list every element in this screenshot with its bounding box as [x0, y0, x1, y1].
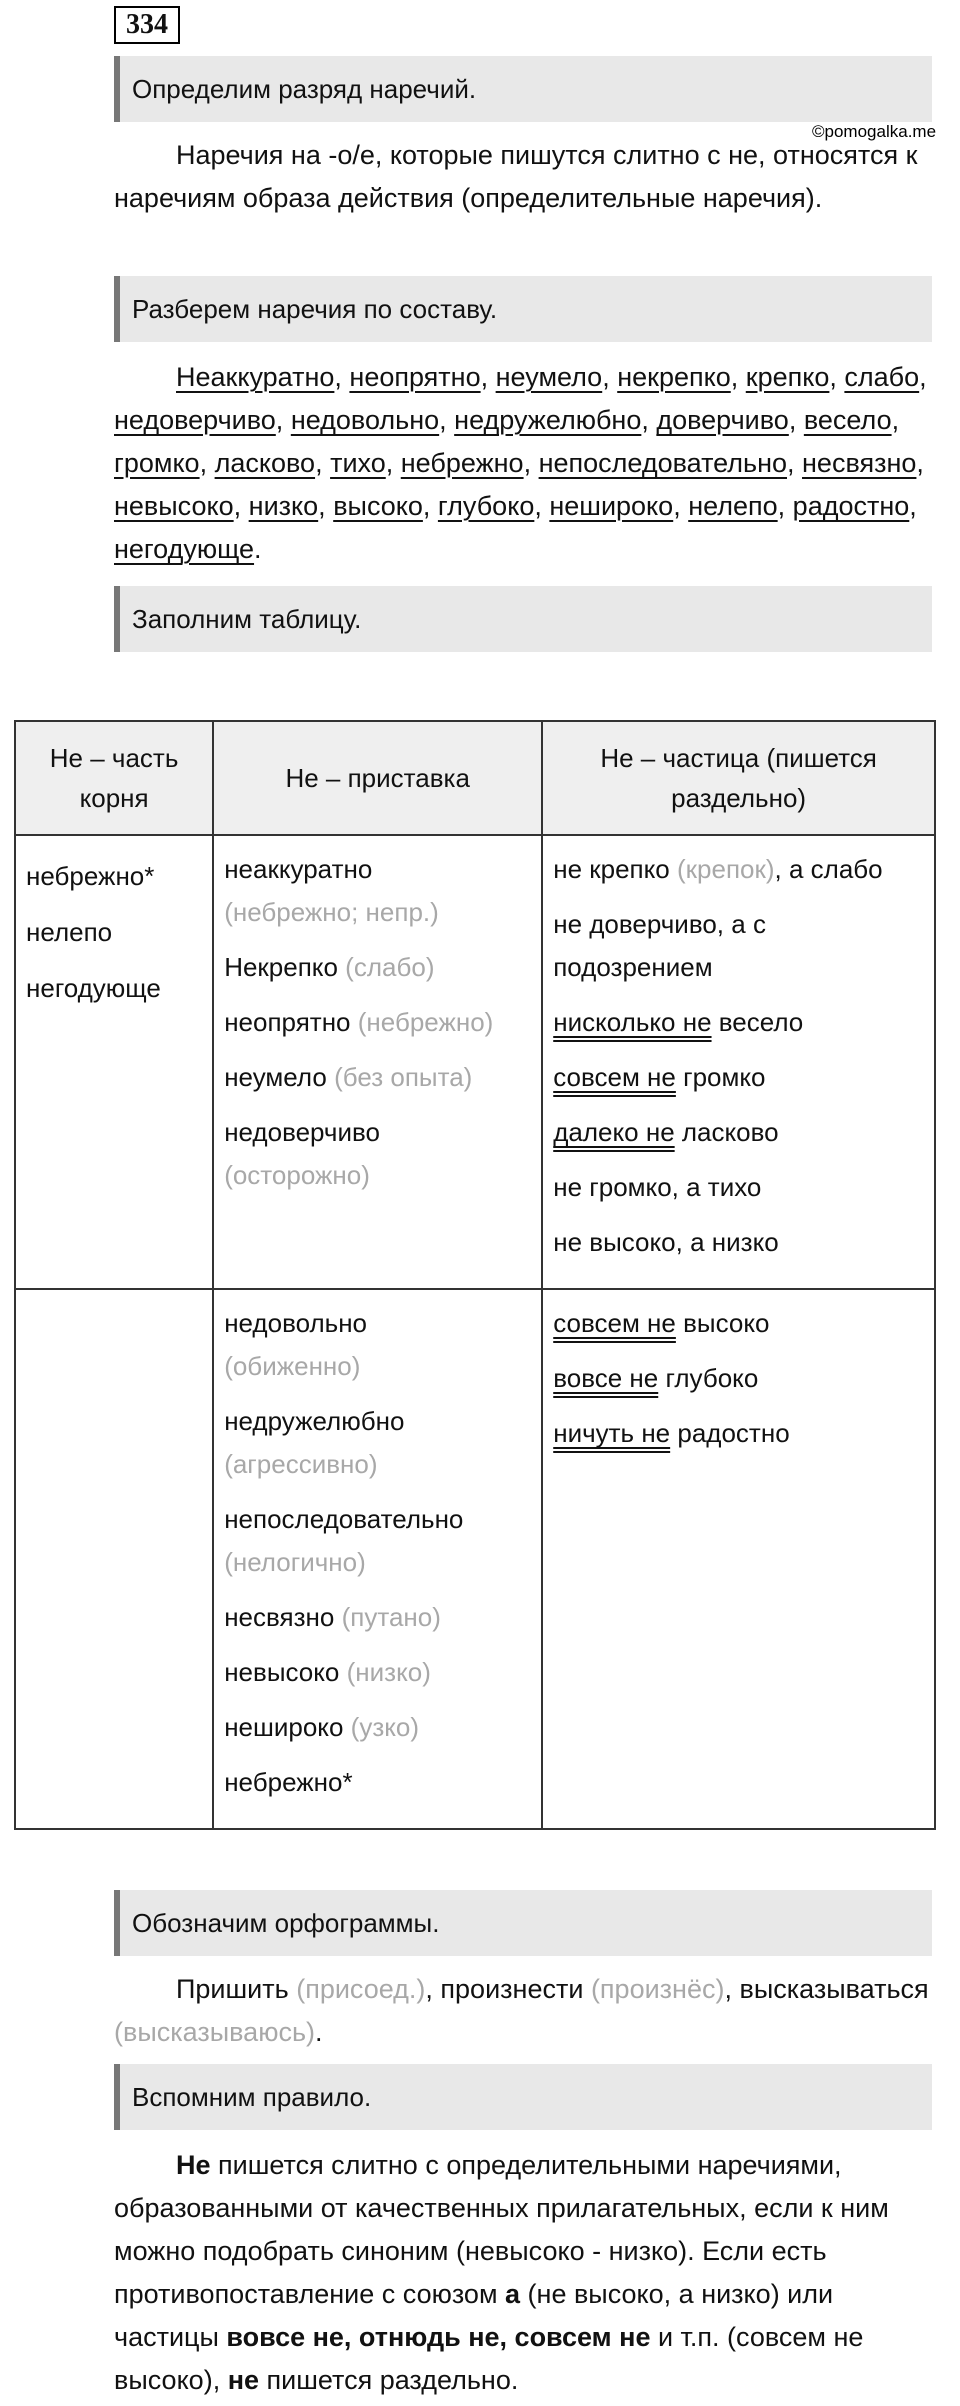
- particle-phrase: не крепко: [553, 854, 670, 884]
- rule-bold: а: [505, 2279, 521, 2309]
- particle-entry: [553, 1056, 924, 1099]
- adverb-word: невысоко: [114, 491, 234, 521]
- rule-text: и т.п. (совсем не высоко),: [114, 2322, 864, 2395]
- synonym-note: (осторожно): [224, 1160, 370, 1190]
- adverb-word: нелепо: [688, 491, 778, 521]
- adverb-word: недовольно: [290, 405, 440, 435]
- prefix-entry: [224, 946, 531, 989]
- spelling-table: [14, 720, 936, 1830]
- particle-entry: [553, 1357, 924, 1400]
- intro-paragraph: Наречия на -о/е, которые пишутся слитно с не, относятся к наречиям образа действия (определительные наречия).: [114, 140, 918, 213]
- particle-entry: [553, 1166, 924, 1209]
- synonym-note: (нелогично): [224, 1547, 366, 1577]
- prefix-entry: [224, 848, 531, 934]
- adverb-word: слабо: [844, 362, 920, 392]
- watermark: ©pomogalka.me: [812, 122, 937, 141]
- particle-phrase: совсем не: [553, 1308, 676, 1338]
- orth-note-3: (высказываюсь): [114, 2017, 316, 2047]
- particle-entry: [553, 1001, 924, 1044]
- prefix-word: небрежно*: [224, 1767, 353, 1797]
- particle-phrase: не громко, а тихо: [553, 1172, 762, 1202]
- particle-phrase: не высоко, а низко: [553, 1227, 779, 1257]
- section-bar-4: [114, 1890, 932, 1956]
- prefix-word: недружелюбно: [224, 1406, 405, 1436]
- bar-3-text: Заполним таблицу.: [132, 603, 362, 634]
- adverb-word: ласково: [214, 448, 316, 478]
- particle-entry: [553, 848, 924, 891]
- adverb-word: негодующе: [114, 534, 255, 564]
- prefix-word: Некрепко: [224, 952, 338, 982]
- prefix-entry: [224, 1596, 531, 1639]
- prefix-entry: [224, 1761, 531, 1804]
- prefix-word: невысоко: [224, 1657, 340, 1687]
- synonym-note: (узко): [350, 1712, 420, 1742]
- table-row: [15, 835, 935, 1289]
- cell-particle-words: [542, 1289, 935, 1829]
- synonym-note: (низко): [346, 1657, 431, 1687]
- prefix-word: недовольно: [224, 1308, 368, 1338]
- prefix-entry: [224, 1302, 531, 1388]
- prefix-word: непоследовательно: [224, 1504, 464, 1534]
- adverb-word: неопрятно: [349, 362, 481, 392]
- table-header-row: [15, 721, 935, 835]
- bar-4-text: Обозначим орфограммы.: [132, 1907, 440, 1938]
- particle-phrase: не доверчиво, а с подозрением: [553, 909, 766, 982]
- root-word: небрежно*: [26, 861, 155, 891]
- adverb-word: несвязно: [802, 448, 917, 478]
- bar-2-text: Разберем наречия по составу.: [132, 293, 498, 324]
- section-bar-1: [114, 56, 932, 122]
- adverb-word: нешироко: [549, 491, 674, 521]
- particle-tail: громко: [675, 1062, 766, 1092]
- adverb-word: недоверчиво: [114, 405, 276, 435]
- adverb-word: радостно: [792, 491, 910, 521]
- adverb-word: неумело: [495, 362, 603, 392]
- prefix-entry: [224, 1651, 531, 1694]
- particle-entry: [553, 1111, 924, 1154]
- section-bar-5: [114, 2064, 932, 2130]
- table-row: [15, 1289, 935, 1829]
- bar-5-text: Вспомним правило.: [132, 2081, 372, 2112]
- adverb-word: некрепко: [617, 362, 731, 392]
- prefix-word: неаккуратно: [224, 854, 373, 884]
- particle-phrase: вовсе не: [553, 1363, 659, 1393]
- prefix-word: недоверчиво: [224, 1117, 380, 1147]
- header-root: Не – часть корня: [15, 721, 213, 835]
- particle-tail: высоко: [675, 1308, 770, 1338]
- particle-tail: ласково: [674, 1117, 779, 1147]
- header-prefix: Не – приставка: [213, 721, 542, 835]
- header-particle: Не – частица (пишется раздельно): [542, 721, 935, 835]
- rule-text: пишется слитно с определительными наречиями, образованными от качественных прилагательных, если к ним можно подобрать синоним (невысоко - низко). Если есть противопоставление с союзом: [114, 2150, 889, 2309]
- prefix-entry: [224, 1001, 531, 1044]
- cell-prefix-words: [213, 835, 542, 1289]
- particle-tail: , а слабо: [774, 854, 883, 884]
- prefix-word: несвязно: [224, 1602, 335, 1632]
- adverb-word: Неаккуратно: [176, 362, 335, 392]
- cell-empty: [15, 1289, 213, 1829]
- orth-note-2: (произнёс): [590, 1974, 725, 2004]
- synonym-note: (обиженно): [224, 1351, 361, 1381]
- adverb-word: низко: [248, 491, 319, 521]
- rule-bold: Не: [176, 2150, 211, 2180]
- adverb-word: крепко: [745, 362, 830, 392]
- adverb-word: громко: [114, 448, 200, 478]
- orth-word-3: высказываться: [739, 1974, 929, 2004]
- section-bar-2: [114, 276, 932, 342]
- rule-text: пишется раздельно.: [259, 2365, 519, 2395]
- adverb-word: весело: [803, 405, 892, 435]
- particle-entry: [553, 1412, 924, 1455]
- synonym-note: (путано): [341, 1602, 441, 1632]
- prefix-word: неумело: [224, 1062, 327, 1092]
- synonym-note: (небрежно): [357, 1007, 494, 1037]
- synonym-note: (крепок): [677, 854, 775, 884]
- prefix-entry: [224, 1056, 531, 1099]
- cell-particle-words: [542, 835, 935, 1289]
- root-word: нелепо: [26, 917, 113, 947]
- cell-prefix-words: [213, 1289, 542, 1829]
- prefix-entry: [224, 1498, 531, 1584]
- particle-tail: радостно: [670, 1418, 790, 1448]
- orthogram-paragraph: Пришить (присоед.), произнести (произнёс), высказываться (высказываюсь).: [114, 1974, 929, 2047]
- root-word: негодующе: [26, 973, 161, 1003]
- particle-phrase: далеко не: [553, 1117, 675, 1147]
- adverb-word: глубоко: [437, 491, 535, 521]
- rule-bold: не: [227, 2365, 260, 2395]
- prefix-entry: [224, 1111, 531, 1197]
- rule-bold: вовсе не, отнюдь не, совсем не: [226, 2322, 651, 2352]
- adverb-word: небрежно: [400, 448, 524, 478]
- prefix-word: нешироко: [224, 1712, 344, 1742]
- synonym-note: (без опыта): [334, 1062, 473, 1092]
- prefix-entry: [224, 1706, 531, 1749]
- particle-phrase: нисколько не: [553, 1007, 712, 1037]
- task-number: 334: [114, 6, 180, 44]
- cell-root-words: [15, 835, 213, 1289]
- orth-word-2: произнести: [440, 1974, 584, 2004]
- adverb-word: непоследовательно: [538, 448, 787, 478]
- adverb-word: высоко: [333, 491, 423, 521]
- prefix-entry: [224, 1400, 531, 1486]
- particle-entry: [553, 1221, 924, 1264]
- prefix-word: неопрятно: [224, 1007, 351, 1037]
- synonym-note: (небрежно; непр.): [224, 897, 439, 927]
- orth-word-1: Пришить: [176, 1974, 289, 2004]
- adverb-word: тихо: [330, 448, 386, 478]
- adverb-word: недружелюбно: [454, 405, 642, 435]
- adverb-word: доверчиво: [656, 405, 789, 435]
- bar-1-text: Определим разряд наречий.: [132, 73, 477, 104]
- rule-paragraph: [114, 2144, 934, 2402]
- particle-tail: весело: [711, 1007, 804, 1037]
- orth-note-1: (присоед.): [296, 1974, 426, 2004]
- synonym-note: (агрессивно): [224, 1449, 378, 1479]
- section-bar-3: [114, 586, 932, 652]
- particle-phrase: совсем не: [553, 1062, 676, 1092]
- particle-phrase: ничуть не: [553, 1418, 671, 1448]
- particle-entry: [553, 903, 924, 989]
- synonym-note: (слабо): [345, 952, 435, 982]
- adverb-list: Неаккуратно, неопрятно, неумело, некрепко, крепко, слабо, недоверчиво, недовольно, недружелюбно, доверчиво, весело, громко, ласково, тихо, небрежно, непоследовательно, несвязно, невысоко, низко, высоко, глубоко, нешироко, нелепо, радостно, негодующе.: [114, 362, 927, 564]
- particle-tail: глубоко: [658, 1363, 759, 1393]
- rule-text: (не высоко, а низко) или частицы: [114, 2279, 834, 2352]
- particle-entry: [553, 1302, 924, 1345]
